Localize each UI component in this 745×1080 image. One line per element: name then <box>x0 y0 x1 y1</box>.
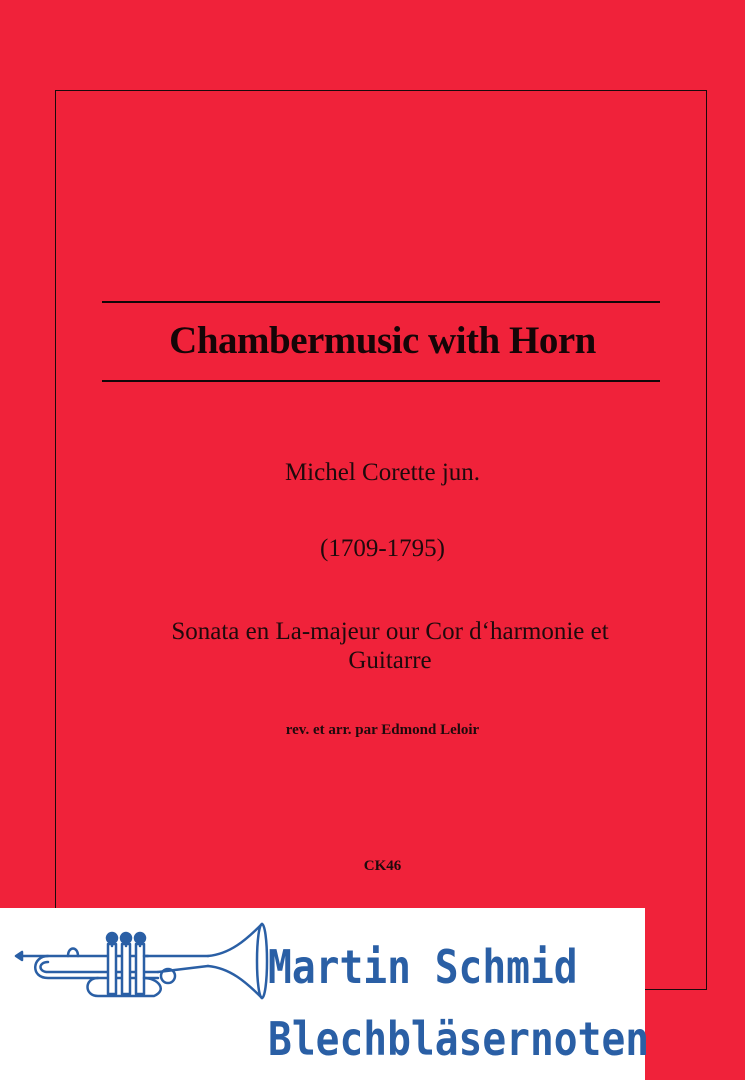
title-rule-bottom <box>102 380 660 382</box>
work-title-line-2: Guitarre <box>348 647 432 674</box>
catalog-number: CK46 <box>363 858 402 874</box>
watermark-line-2: Blechbläsernoten <box>268 1012 650 1066</box>
composer-name: Michel Corette jun. <box>284 459 481 486</box>
watermark-line-1: Martin Schmid <box>268 940 578 994</box>
title-rule-top <box>102 301 660 303</box>
work-title-line-1: Sonata en La-majeur our Cor d‘harmonie et <box>171 618 609 645</box>
work-title <box>110 617 670 675</box>
publisher-watermark <box>0 908 650 1080</box>
arranger-credit: rev. et arr. par Edmond Leloir <box>285 722 480 738</box>
cover-title: Chambermusic with Horn <box>169 319 596 362</box>
composer-dates: (1709-1795) <box>320 535 445 562</box>
trumpet-icon <box>8 916 270 1016</box>
